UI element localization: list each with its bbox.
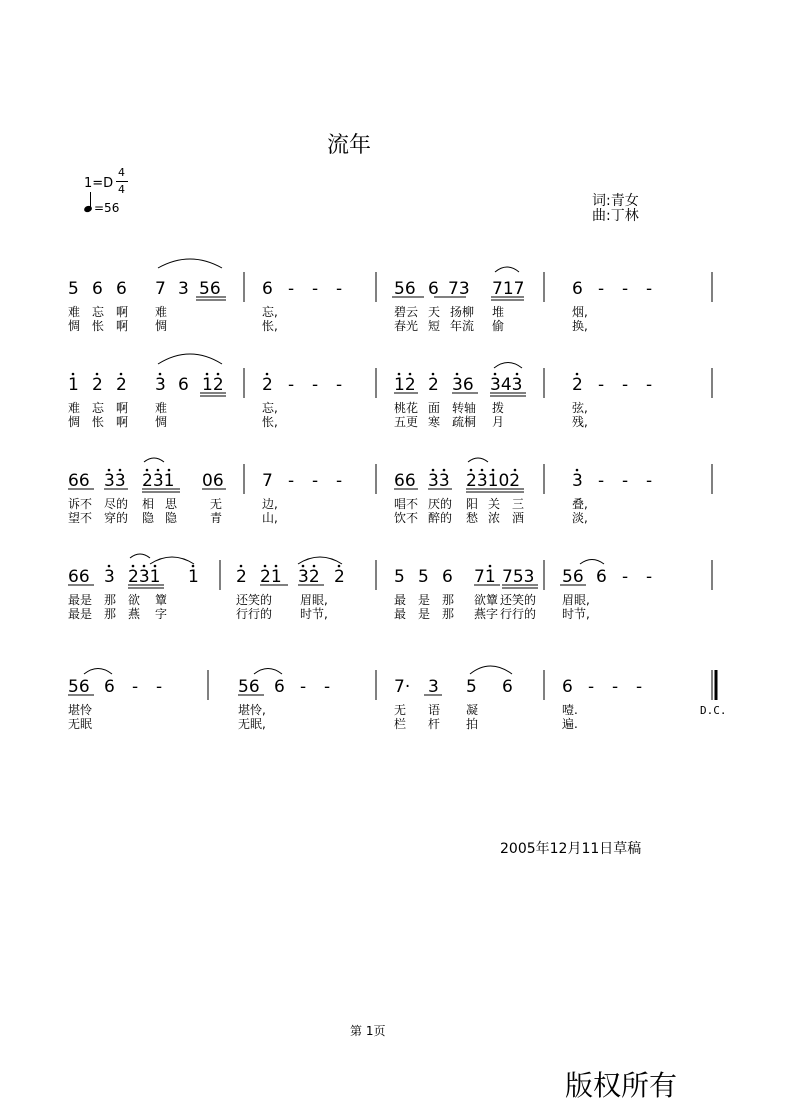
note: 6 xyxy=(92,279,103,299)
note: 36 xyxy=(452,375,474,395)
lyric: 最是 xyxy=(68,607,93,621)
lyric: 怅, xyxy=(262,415,278,429)
lyric: 杆 xyxy=(428,717,441,731)
note: 753 xyxy=(502,567,535,587)
note: - xyxy=(636,677,643,697)
lyric: 最 xyxy=(394,607,407,621)
tempo-marking: =56 xyxy=(94,201,120,215)
note: 2 xyxy=(236,567,247,587)
note: - xyxy=(312,279,319,299)
lyric: 醉的 xyxy=(428,511,453,525)
lyric: 山, xyxy=(262,511,278,525)
note: 7· xyxy=(394,677,411,697)
note: 6 xyxy=(274,677,285,697)
lyric: 行行的 xyxy=(500,607,537,621)
lyric: 诉不 xyxy=(68,497,93,511)
note: 2 xyxy=(116,375,127,395)
lyric: 残, xyxy=(572,415,588,429)
row-3-notes xyxy=(68,471,652,491)
lyric: 忘 xyxy=(92,305,105,319)
lyric: 尽的 xyxy=(104,497,129,511)
note: 56 xyxy=(562,567,584,587)
lyric: 碧云 xyxy=(394,305,419,319)
lyric: 烟, xyxy=(572,305,588,319)
da-capo-marking: D.C. xyxy=(700,704,727,717)
note: - xyxy=(336,471,343,491)
note: 71 xyxy=(474,567,496,587)
note: 06 xyxy=(202,471,224,491)
lyric: 那 xyxy=(104,593,117,607)
note: 3 xyxy=(428,677,439,697)
note: 33 xyxy=(428,471,450,491)
row-2-lyrics xyxy=(68,400,588,429)
lyric: 语 xyxy=(428,703,441,717)
note: 343 xyxy=(490,375,523,395)
lyric: 三 xyxy=(512,497,525,511)
note: 6 xyxy=(442,567,453,587)
note: 6 xyxy=(572,279,583,299)
note: - xyxy=(312,375,319,395)
note: - xyxy=(598,471,605,491)
note: 23102 xyxy=(466,471,521,491)
lyric: 惆 xyxy=(68,319,81,333)
lyric: 忘, xyxy=(262,305,278,319)
note: 6 xyxy=(502,677,513,697)
row-1-lyrics xyxy=(68,304,588,333)
lyric: 噎. xyxy=(562,703,578,717)
lyric: 厌的 xyxy=(428,497,453,511)
note: - xyxy=(622,375,629,395)
lyric: 面 xyxy=(428,401,441,415)
key-signature: 1=D xyxy=(84,176,114,191)
lyric: 春光 xyxy=(394,319,419,333)
note: - xyxy=(646,471,653,491)
lyric: 唱不 xyxy=(394,497,419,511)
page-number: 第 1页 xyxy=(350,1024,386,1038)
lyric: 望不 xyxy=(68,511,93,525)
lyric: 啊 xyxy=(116,319,129,333)
lyric: 是 xyxy=(418,607,431,621)
note: 2 xyxy=(262,375,273,395)
lyric: 惆 xyxy=(155,319,168,333)
lyric: 啊 xyxy=(116,415,129,429)
lyric: 偷 xyxy=(492,319,505,333)
note: 6 xyxy=(428,279,439,299)
lyric: 眉眼, xyxy=(300,593,328,607)
note: - xyxy=(622,471,629,491)
row-4-lyrics xyxy=(68,592,590,621)
note: - xyxy=(336,375,343,395)
lyric: 隐 xyxy=(142,511,155,525)
note: 6 xyxy=(596,567,607,587)
note: 231 xyxy=(128,567,161,587)
lyric: 时节, xyxy=(300,607,328,621)
lyric: 字 xyxy=(155,607,168,621)
lyric: 堪怜 xyxy=(68,703,93,717)
lyric: 天 xyxy=(428,305,441,319)
note: 5 xyxy=(68,279,79,299)
lyric: 栏 xyxy=(394,717,407,731)
lyricist-credit: 词:青女 xyxy=(592,193,639,209)
lyric: 短 xyxy=(428,319,441,333)
note: - xyxy=(288,471,295,491)
lyric: 无眠, xyxy=(238,717,266,731)
lyric: 眉眼, xyxy=(562,593,590,607)
lyric: 遍. xyxy=(562,717,578,731)
lyric: 淡, xyxy=(572,511,588,525)
row-1-notes xyxy=(68,279,652,299)
note: 7 xyxy=(262,471,273,491)
note: - xyxy=(288,279,295,299)
note: 6 xyxy=(262,279,273,299)
note: - xyxy=(324,677,331,697)
lyric: 啊 xyxy=(116,305,129,319)
lyric: 那 xyxy=(104,607,117,621)
lyric: 饮不 xyxy=(394,511,419,525)
lyric: 疏桐 xyxy=(452,415,477,429)
lyric: 难 xyxy=(68,401,81,415)
note: 3 xyxy=(104,567,115,587)
note: 56 xyxy=(199,279,221,299)
lyric: 关 xyxy=(488,497,501,511)
lyric: 最 xyxy=(394,593,407,607)
lyric: 相 xyxy=(142,497,155,511)
note: 2 xyxy=(334,567,345,587)
lyric: 怅 xyxy=(92,415,105,429)
note: 5 xyxy=(418,567,429,587)
lyric: 欲 xyxy=(128,593,141,607)
note: - xyxy=(336,279,343,299)
note: 3 xyxy=(155,375,166,395)
lyric: 燕 xyxy=(128,607,141,621)
note: 21 xyxy=(260,567,282,587)
row-4-notes xyxy=(68,567,652,587)
lyric: 年流 xyxy=(450,319,475,333)
lyric: 寒 xyxy=(428,415,441,429)
note: 12 xyxy=(202,375,224,395)
note: 66 xyxy=(68,567,90,587)
lyric: 是 xyxy=(418,593,431,607)
note: - xyxy=(612,677,619,697)
row-5-markings xyxy=(68,666,716,700)
lyric: 弦, xyxy=(572,401,588,415)
note: 56 xyxy=(394,279,416,299)
lyric: 酒 xyxy=(512,511,525,525)
lyric: 忘 xyxy=(92,401,105,415)
note: 5 xyxy=(394,567,405,587)
time-signature-top: 4 xyxy=(118,166,125,179)
lyric: 边, xyxy=(262,497,278,511)
lyric: 堆 xyxy=(492,305,505,319)
draft-date: 2005年12月11日草稿 xyxy=(500,841,642,857)
lyric: 簟 xyxy=(155,593,168,607)
note: - xyxy=(622,279,629,299)
lyric: 拨 xyxy=(492,401,505,415)
lyric: 换, xyxy=(572,319,588,333)
lyric: 时节, xyxy=(562,607,590,621)
lyric: 拍 xyxy=(466,717,479,731)
note: 231 xyxy=(142,471,175,491)
note: - xyxy=(622,567,629,587)
note: 3 xyxy=(178,279,189,299)
lyric: 那 xyxy=(442,593,455,607)
row-5-lyrics xyxy=(68,702,578,731)
lyric: 怅, xyxy=(262,319,278,333)
note: 5 xyxy=(466,677,477,697)
composer-credit: 曲:丁林 xyxy=(592,208,639,224)
note: - xyxy=(598,375,605,395)
note: - xyxy=(646,279,653,299)
note: 32 xyxy=(298,567,320,587)
lyric: 愁 xyxy=(466,511,479,525)
lyric: 无眠 xyxy=(68,717,93,731)
note: - xyxy=(132,677,139,697)
lyric: 无 xyxy=(394,703,407,717)
lyric: 月 xyxy=(492,415,505,429)
note: 6 xyxy=(116,279,127,299)
note: 66 xyxy=(68,471,90,491)
lyric: 惆 xyxy=(155,415,168,429)
lyric: 还笑的 xyxy=(500,593,537,607)
note: 66 xyxy=(394,471,416,491)
lyric: 难 xyxy=(155,305,168,319)
note: 717 xyxy=(492,279,525,299)
lyric: 欲簟 xyxy=(474,593,499,607)
note: - xyxy=(598,279,605,299)
note: - xyxy=(646,375,653,395)
note: 73 xyxy=(448,279,470,299)
note: - xyxy=(300,677,307,697)
lyric: 忘, xyxy=(262,401,278,415)
lyric: 行行的 xyxy=(236,607,273,621)
lyric: 燕字 xyxy=(474,607,499,621)
lyric: 扬柳 xyxy=(450,305,475,319)
note: 2 xyxy=(572,375,583,395)
row-2-notes xyxy=(68,375,652,395)
lyric: 穿的 xyxy=(104,511,129,525)
row-5-notes xyxy=(68,677,642,697)
lyric: 难 xyxy=(68,305,81,319)
note: - xyxy=(288,375,295,395)
lyric: 青 xyxy=(210,511,223,525)
note: - xyxy=(646,567,653,587)
lyric: 无 xyxy=(210,497,223,511)
note: 56 xyxy=(68,677,90,697)
lyric: 思 xyxy=(165,497,178,511)
row-3-lyrics xyxy=(68,496,588,525)
lyric: 最是 xyxy=(68,593,93,607)
lyric: 隐 xyxy=(165,511,178,525)
row-4-markings xyxy=(68,554,712,590)
note: 1 xyxy=(188,567,199,587)
note: 6 xyxy=(562,677,573,697)
note: 33 xyxy=(104,471,126,491)
lyric: 啊 xyxy=(116,401,129,415)
note: 6 xyxy=(104,677,115,697)
lyric: 难 xyxy=(155,401,168,415)
lyric: 五更 xyxy=(394,415,419,429)
lyric: 浓 xyxy=(488,511,501,525)
lyric: 怅 xyxy=(92,319,105,333)
lyric: 阳 xyxy=(466,497,479,511)
note: - xyxy=(156,677,163,697)
time-signature-bottom: 4 xyxy=(118,183,125,196)
lyric: 那 xyxy=(442,607,455,621)
page-title: 流年 xyxy=(327,133,372,158)
note: 6 xyxy=(178,375,189,395)
lyric: 惆 xyxy=(68,415,81,429)
note: 2 xyxy=(92,375,103,395)
note: 3 xyxy=(572,471,583,491)
lyric: 转轴 xyxy=(452,401,477,415)
copyright-notice: 版权所有 xyxy=(565,1069,678,1102)
note: 1 xyxy=(68,375,79,395)
lyric: 桃花 xyxy=(394,401,419,415)
note: - xyxy=(588,677,595,697)
note: 2 xyxy=(428,375,439,395)
note: 56 xyxy=(238,677,260,697)
note: - xyxy=(312,471,319,491)
note: 7 xyxy=(155,279,166,299)
note: 12 xyxy=(394,375,416,395)
lyric: 堪怜, xyxy=(238,703,266,717)
lyric: 还笑的 xyxy=(236,593,273,607)
lyric: 凝 xyxy=(466,703,479,717)
lyric: 叠, xyxy=(572,497,588,511)
